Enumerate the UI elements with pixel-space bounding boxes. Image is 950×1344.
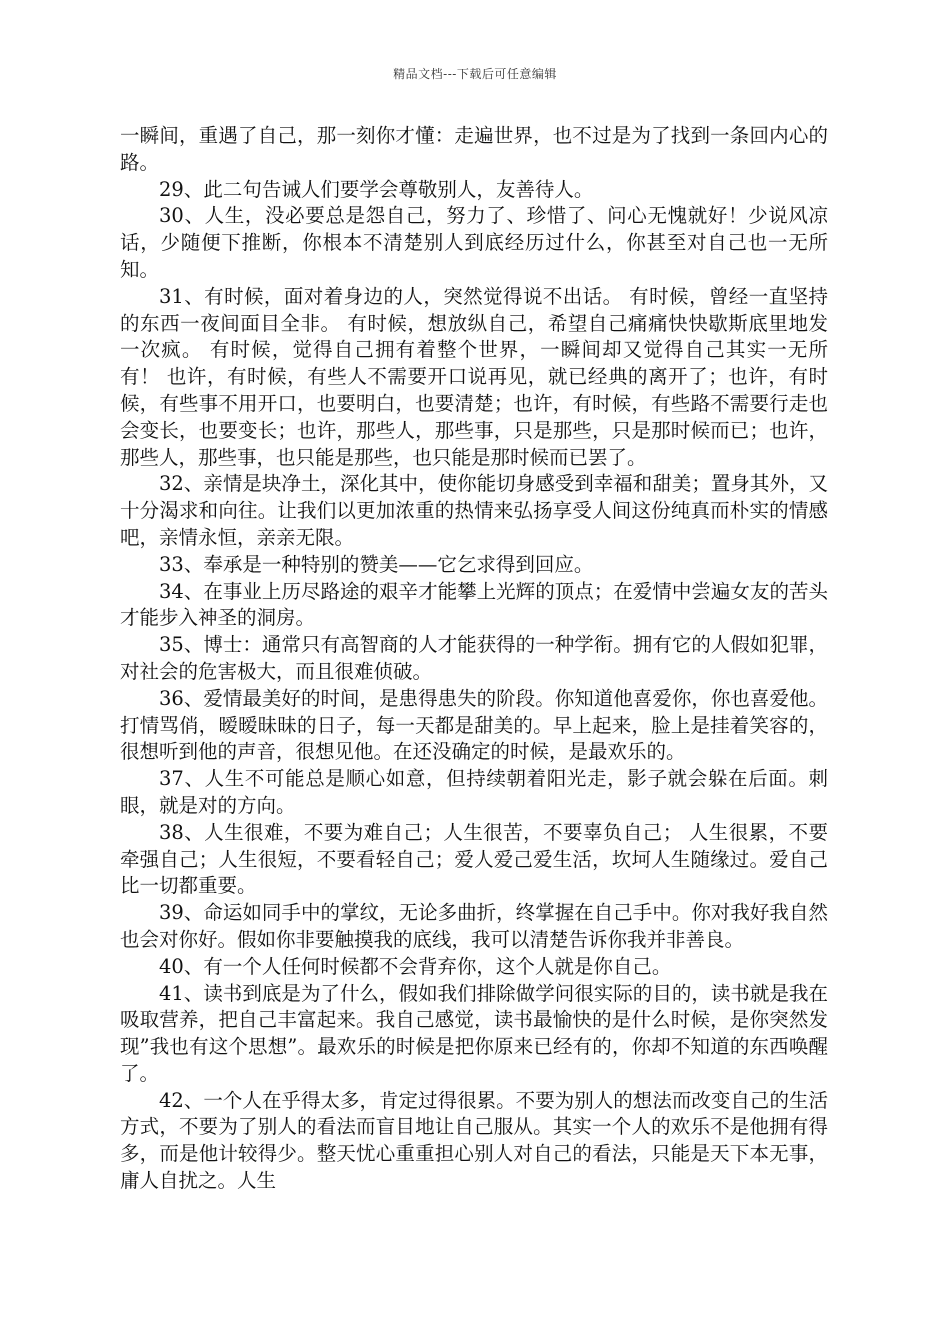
paragraph-31: 31、有时候，面对着身边的人，突然觉得说不出话。 有时候，曾经一直坚持的东西一夜间面目全非。 有时候，想放纵自己，希望自己痛痛快快歇斯底里地发一次疯。 有时候，觉得自己拥有着整个世界，一瞬间却又觉得自己其实一无所有！ 也许，有时候，有些人不需要开口说再见，就已经典的离开了；也许，有时候，有些事不用开口，也要明白，也要清楚；也许，有时候，有些路不需要行走也会变长，也要变长；也许，那些人，那些事，只是那些，只是那时候而已；也许，那些人，那些事，也只能是那些，也只能是那时候而已罢了。: [120, 284, 828, 469]
paragraph-30: 30、人生，没必要总是怨自己，努力了、珍惜了、问心无愧就好！少说风凉话，少随便下推断，你根本不清楚别人到底经历过什么，你甚至对自己也一无所知。: [120, 204, 828, 281]
paragraph-42: 42、一个人在乎得太多，肯定过得很累。不要为别人的想法而改变自己的生活方式，不要为了别人的看法而盲目地让自己服从。其实一个人的欢乐不是他拥有得多，而是他计较得少。整天忧心重重担心别人对自己的看法，只能是天下本无事，庸人自扰之。人生: [120, 1088, 828, 1193]
paragraph-41: 41、读书到底是为了什么，假如我们排除做学问很实际的目的，读书就是我在吸取营养，把自己丰富起来。我自己感觉，读书最愉快的是什么时候，是你突然发现”我也有这个思想”。最欢乐的时候是把你原来已经有的，你却不知道的东西唤醒了。: [120, 981, 828, 1085]
paragraph-34: 34、在事业上历尽路途的艰辛才能攀上光辉的顶点；在爱情中尝遍女友的苦头才能步入神圣的洞房。: [120, 579, 828, 630]
paragraph-36: 36、爱情最美好的时间，是患得患失的阶段。你知道他喜爱你，你也喜爱他。打情骂俏，暧暧昧昧的日子，每一天都是甜美的。早上起来，脸上是挂着笑容的，很想听到他的声音，很想见他。在还没确定的时候，是最欢乐的。: [120, 686, 828, 764]
paragraph-continuation: 一瞬间，重遇了自己，那一刻你才懂：走遍世界，也不过是为了找到一条回内心的路。: [120, 124, 828, 174]
paragraph-39: 39、命运如同手中的掌纹，无论多曲折，终掌握在自己手中。你对我好我自然也会对你好。假如你非要触摸我的底线，我可以清楚告诉你我并非善良。: [120, 901, 828, 951]
paragraph-37: 37、人生不可能总是顺心如意，但持续朝着阳光走，影子就会躲在后面。刺眼，就是对的方向。: [120, 767, 828, 817]
paragraph-38: 38、人生很难，不要为难自己；人生很苦，不要辜负自己； 人生很累，不要牵强自己；人生很短，不要看轻自己；爱人爱己爱生活，坎坷人生随缘过。爱自己比一切都重要。: [120, 820, 828, 898]
paragraph-35: 35、博士：通常只有高智商的人才能获得的一种学衔。拥有它的人假如犯罪，对社会的危害极大，而且很难侦破。: [120, 633, 828, 683]
page-header: 精品文档---下载后可任意编辑: [393, 67, 557, 81]
paragraph-29: 29、此二句告诫人们要学会尊敬别人，友善待人。: [159, 177, 594, 201]
document-body: [120, 123, 828, 1195]
paragraph-32: 32、亲情是块净土，深化其中，使你能切身感受到幸福和甜美；置身其外，又十分渴求和向往。让我们以更加浓重的热情来弘扬享受人间这份纯真而朴实的情感吧，亲情永恒，亲亲无限。: [120, 472, 828, 549]
paragraph-40: 40、有一个人任何时候都不会背弃你，这个人就是你自己。: [159, 954, 672, 978]
paragraph-33: 33、奉承是一种特别的赞美——它乞求得到回应。: [159, 552, 594, 576]
